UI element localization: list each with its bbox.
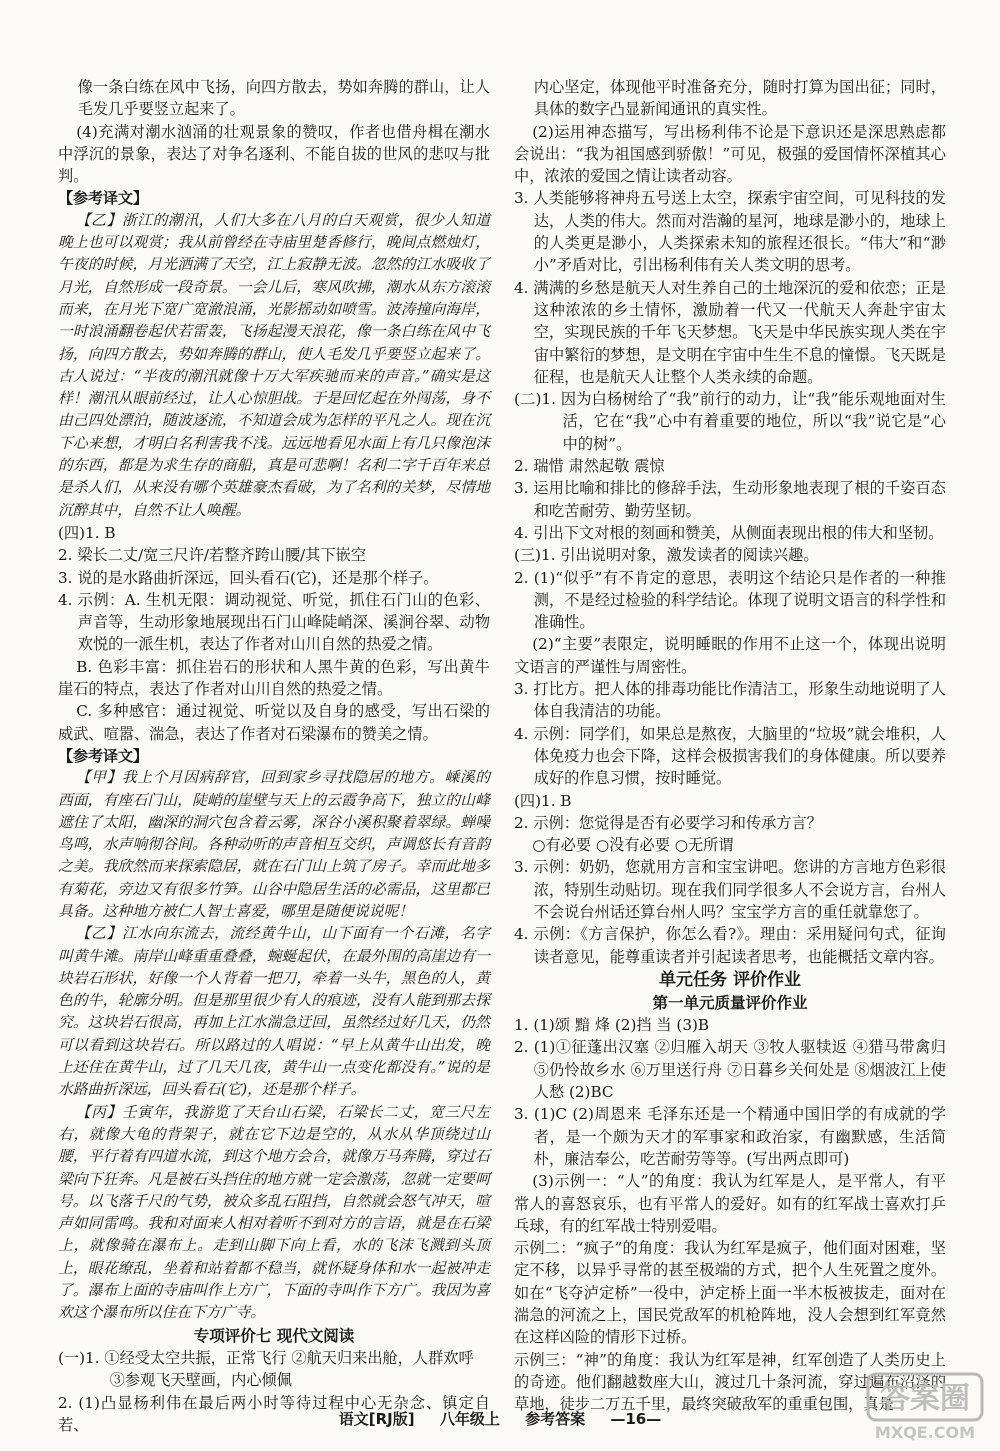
footer-label: 参考答案 xyxy=(525,1410,586,1428)
right-paragraph: 3. 示例：奶奶，您就用方言和宝宝讲吧。您讲的方言地方色彩很浓，特别生动贴切。现在我们同学很多人不会说方言，台州人不会说台州话还算台州人吗？宝宝学方言的重任就靠您了。 xyxy=(514,858,946,921)
left-paragraph: (四)1. B xyxy=(58,523,116,542)
watermark-url: MXQE.COM xyxy=(874,1423,976,1442)
right-paragraph: 4. 满满的乡愁是航天人对生养自己的土地深沉的爱和依恋；正是这种浓浓的乡土情怀，激励着一代又一代航天人奔赴宇宙太空，实现民族的千年飞天梦想。飞天是中华民族实现人类在宇宙中繁衍的梦想，是文明在宇宙中生生不息的憧憬。飞天既是征程，也是航天人让整个人类永续的命题。 xyxy=(514,278,946,386)
right-paragraph: (三)1. 引出说明对象，激发读者的阅读兴趣。 xyxy=(514,546,819,565)
left-paragraph: 【乙】江水向东流去，流经黄牛山，山下面有一个石滩，名字叫黄牛滩。南岸山峰重重叠叠，蜿蜒起伏，在最外围的高崖边有一块岩石形状，好像一个人背着一把刀，牵着一头牛，黑色的人，黄色的牛，轮廓分明。但是那里很少有人的痕迹，没有人能到那去探究。这块岩石很高，再加上江水湍急迂回，虽然经过好几天，仍然可以看到这块岩石。所以路过的人唱说：“早上从黄牛山出发，晚上还住在黄牛山，过了几天几夜，黄牛山一点变化都没有。”说的是水路曲折深远，回头看石(它)，还是那个样子。 xyxy=(58,925,490,1099)
right-paragraph: 4. 引出下文对根的刻画和赞美，从侧面表现出根的伟大和坚韧。 xyxy=(514,523,944,542)
right-paragraph: ○有必要 ○没有必要 ○无所谓 xyxy=(532,836,734,855)
right-paragraph: 单元任务 评价作业 xyxy=(659,969,801,990)
left-column xyxy=(58,76,490,1436)
left-paragraph: 3. 说的是水路曲折深远，回头看石(它)，还是那个样子。 xyxy=(58,568,439,587)
left-paragraph: C. 多种感官：通过视觉、听觉以及自身的感受，写出石梁的威武、喧嚣、湍急，表达了作者对石梁瀑布的赞美之情。 xyxy=(58,702,490,743)
right-paragraph: 3. 运用比喻和排比的修辞手法，生动形象地表现了根的千姿百态和吃苦耐劳、勤劳坚韧。 xyxy=(514,479,946,520)
left-paragraph: 2. 梁长二丈/宽三尺许/若整齐跨山腰/其下嵌空 xyxy=(58,546,367,565)
right-paragraph: 3. (1)C (2)周恩来 毛泽东还是一个精通中国旧学的有成就的学者，是一个颇为天才的军事家和政治家，有幽默感，生活简朴，廉洁奉公，吃苦耐劳等等。(写出两点即可) xyxy=(514,1105,946,1168)
left-paragraph: 专项评价七 现代文阅读 xyxy=(193,1326,355,1345)
left-paragraph: 【甲】我上个月因病辞官，回到家乡寻找隐居的地方。嵊溪的西面，有座石门山，陡峭的崖壁与天上的云霞争高下，独立的山峰遮住了太阳，幽深的洞穴包含着云雾，深谷小溪积聚着翠绿。蝉噪鸟鸣，水声响彻谷间。各种动听的声音相互交织，声调悠长有音韵之美。我欣然而来探索隐居，就在石门山上筑了房子。幸而此地多有菊花，旁边又有很多竹笋。山谷中隐居生活的必需品，这里都已具备。这种地方被仁人智士喜爱，哪里是随便说说呢！ xyxy=(58,769,490,920)
footer-subject: 语文[RJ版] xyxy=(338,1410,415,1428)
right-paragraph: 3. 人类能够将神舟五号送上太空，探索宇宙空间，可见科技的发达，人类的伟大。然而对浩瀚的星河，地球是渺小的，地球上的人类更是渺小，人类探索未知的旅程还很长。“伟大”和“渺小”矛盾对比，引出杨利伟有关人类文明的思考。 xyxy=(514,189,946,275)
left-paragraph: 2. (1)凸显杨利伟在最后两小时等待过程中心无杂念、镇定自若、 xyxy=(58,1393,490,1434)
right-column xyxy=(514,76,946,1416)
right-paragraph: 示例三：“神”的角度：我认为红军是神，红军创造了人类历史上的奇迹。他们翻越数座大山，渡过几十条河流，穿过遍布沼泽的草地，徒步二万五千里，最终突破敌军的重重包围，真是 xyxy=(514,1350,946,1414)
right-paragraph: (3)示例一：“人”的角度：我认为红军是人，是平常人，有平常人的喜怒哀乐，也有平常人的爱好。如有的红军战士喜欢打乒乓球，有的红军战士特别爱唱。 xyxy=(514,1172,946,1235)
right-paragraph: 2. 瑞惜 肃然起敬 震惊 xyxy=(514,457,665,476)
right-paragraph: 第一单元质量评价作业 xyxy=(652,993,808,1012)
right-paragraph: (2)“主要”表限定，说明睡眠的作用不止这一个，体现出说明文语言的严谨性与周密性。 xyxy=(514,635,946,676)
right-paragraph: 内心坚定，体现他平时准备充分，随时打算为国出征；同时，具体的数字凸显新闻通讯的真实性。 xyxy=(533,78,946,119)
right-paragraph: 2. (1)“似乎”有不肯定的意思，表明这个结论只是作者的一种推测，不是经过检验的科学结论。体现了说明文语言的科学性和准确性。 xyxy=(514,568,946,632)
left-paragraph: 像一条白练在风中飞扬，向四方散去，势如奔腾的群山，让人毛发几乎要竖立起来了。 xyxy=(77,78,490,119)
left-paragraph: 【参考译文】 xyxy=(58,746,149,765)
right-paragraph: 示例二：“疯子”的角度：我认为红军是疯子，他们面对困难，坚定不移，以异乎寻常的甚至极端的方式，把个人生死置之度外。如在“飞夺泸定桥”一役中，泸定桥上面一半木板被拔走，面对在湍急的河流之上，国民党敌军的机枪阵地，没人会想到红军竟然在这样凶险的情形下过桥。 xyxy=(514,1239,946,1347)
right-paragraph: (2)运用神态描写，写出杨利伟不论是下意识还是深思熟虑都会说出：“我为祖国感到骄傲！”可见，极强的爱国情怀深植其心中，浓浓的爱国之情让读者动容。 xyxy=(514,122,946,186)
right-paragraph: (四)1. B xyxy=(514,791,572,810)
watermark-text: 答案圈 xyxy=(880,1381,970,1416)
watermark-logo xyxy=(862,1370,988,1446)
left-paragraph: (一)1. ①经受太空共振，正常飞行 ②航天归来出舱，人群欢呼 xyxy=(58,1348,474,1367)
left-paragraph: (4)充满对潮水汹涌的壮观景象的赞叹，作者也借舟楫在潮水中浮沉的景象，表达了对争名逐利、不能自拔的世风的悲叹与批判。 xyxy=(58,122,490,186)
right-paragraph: 4. 示例：《方言保护，你怎么看?》。理由：采用疑问句式，征询读者意见，能尊重读者并引起读者思考，也能概括文章内容。 xyxy=(514,925,946,966)
page-footer xyxy=(0,1408,1000,1429)
left-paragraph: ③参观飞天壁画，内心倾佩 xyxy=(109,1371,292,1390)
right-paragraph: 2. 示例：您觉得是否有必要学习和传承方言？ xyxy=(514,813,822,832)
footer-page-number: —16— xyxy=(610,1410,662,1428)
left-paragraph: 【乙】浙江的潮汛，人们大多在八月的白天观赏，很少人知道晚上也可以观赏；我从前曾经在寺庙里楚香修行，晚间点燃烛灯，午夜的时候，月光洒满了天空，江上寂静无波。忽然的江水吸收了月光，自然形成一段奇景。一会儿后，寒风吹拂，潮水从东方滚滚而来，在月光下宽广宽澈浪涌，光影摇动如喷雪。波涛撞向海岸，一时浪涌翻卷起伏若雷轰，飞扬起漫天浪花，像一条白练在风中飞扬，向四方散去，势如奔腾的群山，使人毛发几乎要竖立起来了。古人说过：“半夜的潮汛就像十万大军疾驰而来的声音。”确实是这样！潮汛从眼前经过，让人心惊胆战。于是回忆起在外闯荡，身不由己四处漂泊，随波逐流，不知道会成为怎样的平凡之人。现在沉下心来想，才明白名利害我不浅。远远地看见水面上有几只像泡沫的东西，都是为求生存的商船，真是可悲啊！名利二字千百年来总是杀人们，从来没有哪个英雄豪杰看破，为了名利的关梦，尽情地沉醉其中，自然不让人唤醒。 xyxy=(58,211,490,519)
right-paragraph: 2. (1)①征蓬出汉塞 ②归雁入胡天 ③牧人驱犊返 ④猎马带禽归 ⑤仍怜故乡水 ⑥万里送行舟 ⑦日暮乡关何处是 ⑧烟波江上使人愁 (2)BC xyxy=(514,1038,946,1102)
right-paragraph: 1. (1)颂 黯 烽 (2)挡 当 (3)B xyxy=(514,1016,710,1035)
left-paragraph: 【丙】壬寅年，我游览了天台山石梁，石梁长二丈，宽三尺左右，就像大龟的背架子，就在它下边是空的，从水从华顶绕过山腰，平行着有四道水流，到这个地方会合，就像万马奔腾，穿过石梁向下狂奔。凡是被石头挡住的地方就一定会激荡，忽就一定要呵号。以飞落千尺的气势，被众多乱石阻挡，自然就会怒气冲天，喧声如同雷鸣。我和对面来人相对着听不到对方的言语，就是在石梁上，就像骑在瀑布上。走到山脚下向上看，水的飞沫飞溅到头顶上，眼花缭乱，坐着和站着都不稳当，就怀疑身体和水一起被冲走了。瀑布上面的寺庙叫作上方广，下面的寺叫作下方广。我因为喜欢这个瀑布所以住在下方广寺。 xyxy=(58,1103,490,1322)
right-paragraph: 4. 示例：同学们，如果总是熬夜，大脑里的“垃圾”就会堆积，人体免疫力也会下降，这样会极损害我们的身体健康。所以要养成好的作息习惯，按时睡觉。 xyxy=(514,724,946,788)
left-paragraph: B. 色彩丰富：抓住岩石的形状和人黑牛黄的色彩，写出黄牛崖石的特点，表达了作者对山川自然的热爱之情。 xyxy=(58,657,490,699)
footer-grade: 八年级上 xyxy=(439,1410,500,1428)
left-paragraph: 4. 示例：A. 生机无限：调动视觉、听觉，抓住石门山的色彩、声音等，生动形象地展现出石门山峰陡峭深、溪涧谷翠、动物欢悦的一派生机，表达了作者对山川自然的热爱之情。 xyxy=(58,590,490,654)
left-paragraph: 【参考译文】 xyxy=(58,189,149,208)
right-paragraph: 3. 打比方。把人体的排毒功能比作清洁工，形象生动地说明了人体自我清洁的功能。 xyxy=(514,680,946,721)
right-paragraph: (二)1. 因为白杨树给了“我”前行的动力，让“我”能乐观地面对生活，它在“我”心中有着重要的地位，所以“我”说它是“心中的树”。 xyxy=(514,390,946,453)
